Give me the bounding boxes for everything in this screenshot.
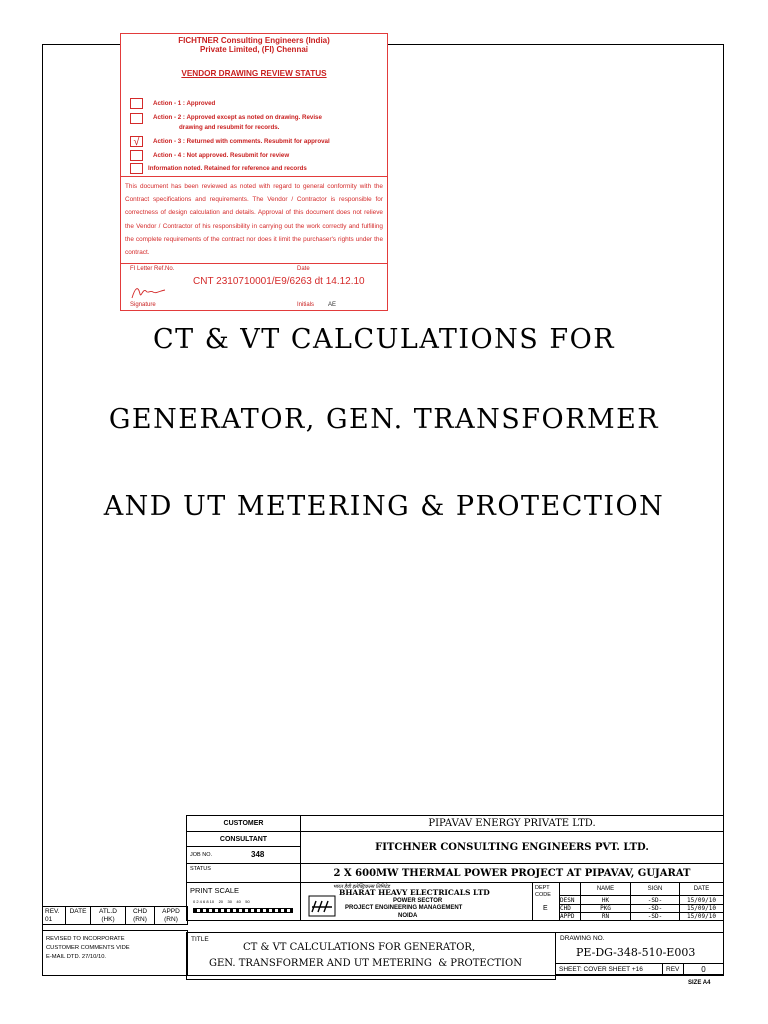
print-scale-cell xyxy=(186,882,301,921)
customer-label: CUSTOMER xyxy=(186,815,301,832)
stamp-divider-2 xyxy=(121,263,387,264)
city: NOIDA xyxy=(398,913,418,919)
initials-label: Initials xyxy=(297,302,315,308)
letter-ref-value: CNT 2310710001/E9/6263 dt 14.12.10 xyxy=(193,276,365,287)
customer-value: PIPAVAV ENERGY PRIVATE LTD. xyxy=(300,815,724,832)
desn-role: DESN xyxy=(559,895,581,905)
title-line-1: CT & VT CALCULATIONS FOR xyxy=(152,324,616,355)
job-no-cell xyxy=(186,846,301,864)
stamp-company-line1: FICHTNER Consulting Engineers (India) xyxy=(178,36,330,45)
action-2-checkbox[interactable] xyxy=(130,113,143,124)
chd-sign: -SD- xyxy=(630,904,680,913)
signature-scribble xyxy=(129,282,169,302)
date-label: Date xyxy=(297,266,310,272)
appd-name: RN xyxy=(580,912,631,921)
drawing-title-line2: GEN. TRANSFORMER AND UT METERING & PROTECTION xyxy=(209,958,522,969)
bhel-hindi: भारत हैवी इलेक्ट्रिकल्स लिमिटेड xyxy=(333,884,390,890)
date-header: DATE xyxy=(679,882,724,896)
power-sector: POWER SECTOR xyxy=(393,898,443,904)
desn-date: 15/09/10 xyxy=(679,895,724,905)
rev-appd-label: APPD xyxy=(162,908,180,915)
desn-name: HK xyxy=(580,895,631,905)
rev-chd-label: CHD xyxy=(132,908,148,915)
drawing-no: PE-DG-348-510-E003 xyxy=(576,946,696,959)
action-2-label-cont: drawing and resubmit for records. xyxy=(179,124,280,131)
rev-atld-label: ATL.D xyxy=(99,908,117,915)
appd-role: APPD xyxy=(559,912,581,921)
revision-note-line3: E-MAIL DTD. 27/10/10. xyxy=(46,954,107,960)
action-3-checkbox[interactable]: √ xyxy=(130,136,143,147)
paper-size: SIZE A4 xyxy=(688,980,711,986)
stamp-company-line2: Private Limited, (FI) Chennai xyxy=(199,45,308,54)
rev-header-appd xyxy=(154,906,188,925)
stamp-company xyxy=(121,36,387,54)
signature-label: Signature xyxy=(130,302,156,308)
sheet-info: SHEET: COVER SHEET +16 xyxy=(555,963,663,975)
rev-appd-initials: (RN) xyxy=(164,916,178,923)
title-block xyxy=(186,815,724,979)
revision-block xyxy=(42,906,188,976)
division: PROJECT ENGINEERING MANAGEMENT xyxy=(345,905,463,911)
rev-value: 0 xyxy=(683,963,724,975)
consultant-label: CONSULTANT xyxy=(186,831,301,847)
letter-ref-label: FI Letter Ref.No. xyxy=(130,266,175,272)
action-1-checkbox[interactable] xyxy=(130,98,143,109)
project-name: 2 X 600MW THERMAL POWER PROJECT AT PIPAVAV, GUJARAT xyxy=(300,863,724,883)
chd-date: 15/09/10 xyxy=(679,904,724,913)
chd-role: CHD xyxy=(559,904,581,913)
company-name: BHARAT HEAVY ELECTRICALS LTD xyxy=(339,888,490,897)
consultant-value: FITCHNER CONSULTING ENGINEERS PVT. LTD. xyxy=(300,831,724,864)
drawing-no-cell xyxy=(555,932,724,964)
action-4-checkbox[interactable] xyxy=(130,150,143,161)
initials-value: AE xyxy=(328,302,337,308)
job-no-label: JOB NO. xyxy=(190,852,213,858)
job-no-value: 348 xyxy=(251,850,265,859)
desn-sign: -SD- xyxy=(630,895,680,905)
rev-label: REV xyxy=(662,963,684,975)
name-header: NAME xyxy=(580,882,631,896)
bhel-logo xyxy=(308,895,336,917)
rev-chd-initials: (RN) xyxy=(133,916,147,923)
rev-atld-initials: (HK) xyxy=(101,916,115,923)
action-2-label: Action - 2 : Approved except as noted on drawing. Revise xyxy=(153,114,322,121)
sign-header: SIGN xyxy=(630,882,680,896)
rev-header-rev xyxy=(42,906,66,925)
drawing-title-label: TITLE xyxy=(191,936,209,943)
role-header xyxy=(559,882,581,896)
rev-header-date: DATE xyxy=(65,906,91,925)
dept-code-cell xyxy=(532,882,560,921)
action-3-label: Action - 3 : Returned with comments. Resubmit for approval xyxy=(153,138,330,145)
bhel-cell xyxy=(300,882,533,921)
dept-code-label: DEPT CODE xyxy=(535,885,551,898)
action-1-label: Action - 1 : Approved xyxy=(153,100,216,107)
rev-header-atld xyxy=(90,906,126,925)
info-noted-checkbox[interactable] xyxy=(130,163,143,174)
print-scale-label: PRINT SCALE xyxy=(190,886,240,895)
appd-date: 15/09/10 xyxy=(679,912,724,921)
stamp-divider xyxy=(121,176,387,177)
review-stamp xyxy=(120,33,388,311)
title-line-3: AND UT METERING & PROTECTION xyxy=(103,491,665,522)
title-line-2: GENERATOR, GEN. TRANSFORMER xyxy=(108,404,660,435)
chd-name: PKG xyxy=(580,904,631,913)
action-4-label: Action - 4 : Not approved. Resubmit for review xyxy=(153,152,290,159)
status-cell xyxy=(186,863,301,883)
revision-note xyxy=(42,930,188,976)
stamp-heading: VENDOR DRAWING REVIEW STATUS xyxy=(181,69,327,78)
rev-number: 01 xyxy=(45,916,53,923)
drawing-title-cell xyxy=(186,932,556,980)
appd-sign: -SD- xyxy=(630,912,680,921)
stamp-paragraph: This document has been reviewed as noted with regard to general conformity with the Contract specifications and requirements. The Vendor / Contractor is responsible for correctness of design calculation and details. Approval of this document does not relieve the Vendor / Contractor of his responsibility in carrying out the work correctly and fulfilling the complete requirements of the contract nor does it limit the purchaser's rights under the contract. xyxy=(125,183,383,257)
status-label: STATUS xyxy=(190,866,211,872)
rev-header-chd xyxy=(125,906,155,925)
info-noted-label: Information noted. Retained for reference and records xyxy=(148,165,307,172)
revision-note-line2: CUSTOMER COMMENTS VIDE xyxy=(46,945,130,951)
dept-code-value: E xyxy=(543,905,548,912)
rev-header-rev-label: REV. xyxy=(45,908,60,915)
revision-note-line1: REVISED TO INCORPORATE xyxy=(46,936,125,942)
scale-bar xyxy=(193,908,293,913)
drawing-title-line1: CT & VT CALCULATIONS FOR GENERATOR, xyxy=(243,942,476,953)
scale-ticks: 0 2 4 6 8 10 20 30 40 50 xyxy=(193,899,250,904)
drawing-no-label: DRAWING NO. xyxy=(560,935,605,942)
